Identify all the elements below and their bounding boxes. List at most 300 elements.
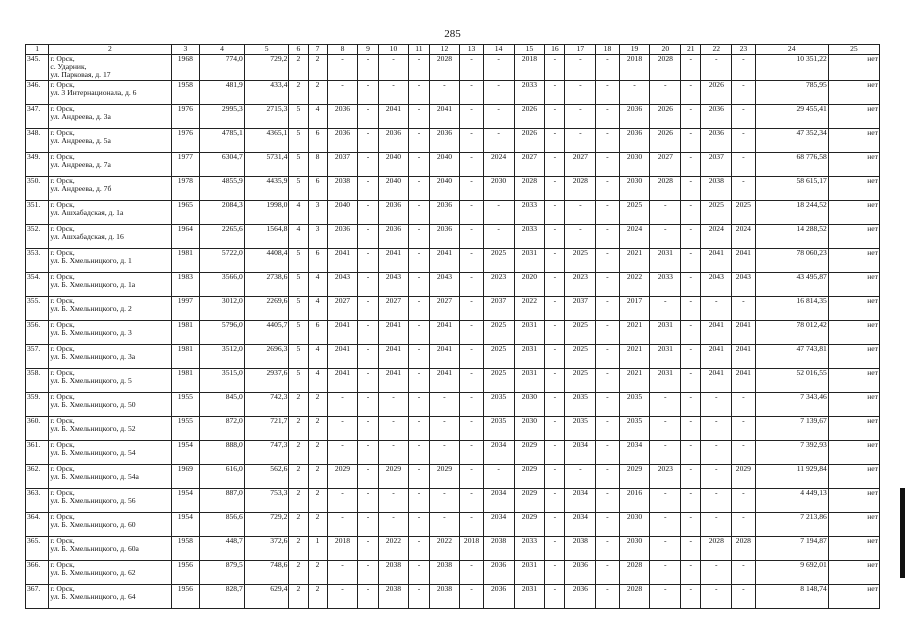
table-cell: 2 <box>308 440 327 464</box>
table-cell: 2041 <box>732 344 755 368</box>
table-cell: 2034 <box>565 488 596 512</box>
table-cell: 2030 <box>619 536 650 560</box>
table-cell: - <box>483 200 514 224</box>
table-cell: 2036 <box>327 128 358 152</box>
table-cell: 2025 <box>701 200 732 224</box>
table-cell: 2026 <box>650 128 681 152</box>
table-cell: - <box>565 224 596 248</box>
page-number: 285 <box>444 28 461 40</box>
table-cell: - <box>681 488 701 512</box>
table-cell: - <box>565 200 596 224</box>
table-cell: 2028 <box>650 176 681 200</box>
address-cell: г. Орск, с. Ударник, ул. Парковая, д. 17 <box>49 55 171 81</box>
address-cell: г. Орск, ул. Б. Хмельницкого, д. 5 <box>49 368 171 392</box>
table-row <box>26 536 880 560</box>
table-cell: - <box>545 536 565 560</box>
table-cell: - <box>701 440 732 464</box>
table-cell: 2031 <box>514 320 545 344</box>
table-cell: 2026 <box>514 128 545 152</box>
table-row <box>26 416 880 440</box>
table-cell: - <box>327 55 358 81</box>
table-cell: - <box>378 440 409 464</box>
table-cell: - <box>732 128 755 152</box>
area-cell: 872,0 <box>200 416 245 440</box>
table-cell: - <box>327 440 358 464</box>
table-cell: - <box>358 488 378 512</box>
area-cell: 828,7 <box>200 584 245 608</box>
table-cell: 2022 <box>619 272 650 296</box>
row-number-cell: 352. <box>26 224 49 248</box>
table-cell: - <box>483 128 514 152</box>
area-cell: 747,3 <box>244 440 289 464</box>
row-number-cell: 353. <box>26 248 49 272</box>
table-cell: 2025 <box>483 344 514 368</box>
cost-cell: 4 449,13 <box>755 488 828 512</box>
table-cell: 2029 <box>378 464 409 488</box>
table-cell: - <box>409 176 429 200</box>
table-cell: 4 <box>308 368 327 392</box>
table-cell: - <box>409 272 429 296</box>
table-cell: - <box>732 560 755 584</box>
table-cell: 2034 <box>483 512 514 536</box>
area-cell: 2715,3 <box>244 104 289 128</box>
table-cell: 2036 <box>327 224 358 248</box>
table-cell: 2038 <box>327 176 358 200</box>
status-cell: нет <box>828 392 879 416</box>
table-cell: 2041 <box>327 320 358 344</box>
column-header: 11 <box>409 45 429 55</box>
table-cell: 4 <box>308 296 327 320</box>
table-cell: 2034 <box>565 512 596 536</box>
area-cell: 2084,3 <box>200 200 245 224</box>
table-cell: 2036 <box>619 128 650 152</box>
table-cell: - <box>701 464 732 488</box>
row-number-cell: 356. <box>26 320 49 344</box>
table-cell: - <box>565 128 596 152</box>
status-cell: нет <box>828 55 879 81</box>
table-cell: - <box>681 80 701 104</box>
column-header: 16 <box>545 45 565 55</box>
table-cell: 2038 <box>429 584 460 608</box>
table-cell: 2041 <box>732 368 755 392</box>
table-cell: - <box>545 440 565 464</box>
table-cell: 2041 <box>327 248 358 272</box>
table-cell: - <box>409 560 429 584</box>
table-cell: 2041 <box>378 104 409 128</box>
table-cell: - <box>545 176 565 200</box>
cost-cell: 78 012,42 <box>755 320 828 344</box>
column-header: 1 <box>26 45 49 55</box>
table-cell: - <box>596 248 619 272</box>
cost-cell: 7 213,86 <box>755 512 828 536</box>
address-cell: г. Орск, ул. Б. Хмельницкого, д. 56 <box>49 488 171 512</box>
table-cell: - <box>596 344 619 368</box>
table-cell: - <box>681 344 701 368</box>
column-header: 22 <box>701 45 732 55</box>
table-cell: 2021 <box>619 344 650 368</box>
table-cell: - <box>650 200 681 224</box>
table-cell: - <box>596 488 619 512</box>
column-header: 6 <box>289 45 308 55</box>
table-cell: - <box>732 55 755 81</box>
table-cell: - <box>701 416 732 440</box>
table-cell: - <box>460 464 483 488</box>
table-row <box>26 272 880 296</box>
table-cell: 1965 <box>171 200 200 224</box>
table-cell: - <box>429 416 460 440</box>
table-row <box>26 440 880 464</box>
table-cell: 1 <box>308 536 327 560</box>
table-cell: 5 <box>289 248 308 272</box>
table-cell: 4 <box>289 200 308 224</box>
table-cell: 2031 <box>650 248 681 272</box>
table-cell: - <box>681 440 701 464</box>
table-cell: 2020 <box>514 272 545 296</box>
table-cell: 2023 <box>565 272 596 296</box>
status-cell: нет <box>828 560 879 584</box>
area-cell: 433,4 <box>244 80 289 104</box>
table-cell: - <box>596 320 619 344</box>
area-cell: 2738,6 <box>244 272 289 296</box>
status-cell: нет <box>828 296 879 320</box>
table-cell: - <box>358 536 378 560</box>
table-cell: 2 <box>308 392 327 416</box>
table-cell: 5 <box>289 296 308 320</box>
table-row <box>26 560 880 584</box>
table-cell: - <box>650 536 681 560</box>
status-cell: нет <box>828 272 879 296</box>
table-cell: 2037 <box>483 296 514 320</box>
table-cell: - <box>409 224 429 248</box>
table-cell: 2040 <box>429 176 460 200</box>
table-cell: 2026 <box>701 80 732 104</box>
table-cell: 4 <box>289 224 308 248</box>
table-cell: 2038 <box>378 560 409 584</box>
table-row <box>26 200 880 224</box>
table-cell: 2029 <box>327 464 358 488</box>
table-cell: 2041 <box>327 368 358 392</box>
column-header: 2 <box>49 45 171 55</box>
table-cell: - <box>358 584 378 608</box>
table-cell: - <box>358 296 378 320</box>
table-cell: 2036 <box>327 104 358 128</box>
status-cell: нет <box>828 464 879 488</box>
table-cell: 1981 <box>171 320 200 344</box>
area-cell: 448,7 <box>200 536 245 560</box>
table-cell: - <box>565 464 596 488</box>
table-cell: - <box>650 488 681 512</box>
table-cell: - <box>327 416 358 440</box>
table-cell: - <box>681 536 701 560</box>
table-cell: 2038 <box>429 560 460 584</box>
table-cell: 2025 <box>732 200 755 224</box>
row-number-cell: 362. <box>26 464 49 488</box>
table-cell: 2025 <box>483 248 514 272</box>
table-cell: - <box>460 55 483 81</box>
table-cell: 2021 <box>619 368 650 392</box>
table-cell: - <box>732 440 755 464</box>
table-cell: 2027 <box>327 296 358 320</box>
table-cell: - <box>358 224 378 248</box>
table-cell: 2024 <box>732 224 755 248</box>
table-cell: 2025 <box>565 344 596 368</box>
table-cell: 2 <box>308 584 327 608</box>
table-cell: 2018 <box>619 55 650 81</box>
table-cell: - <box>409 368 429 392</box>
table-cell: - <box>732 296 755 320</box>
table-cell: 2043 <box>732 272 755 296</box>
table-cell: 2025 <box>483 368 514 392</box>
table-cell: 2043 <box>429 272 460 296</box>
table-row <box>26 584 880 608</box>
area-cell: 856,6 <box>200 512 245 536</box>
table-cell: - <box>327 392 358 416</box>
table-cell: - <box>681 416 701 440</box>
table-cell: 2016 <box>619 488 650 512</box>
table-cell: 2 <box>289 560 308 584</box>
cost-cell: 16 814,35 <box>755 296 828 320</box>
table-cell: 1976 <box>171 104 200 128</box>
status-cell: нет <box>828 512 879 536</box>
table-cell: 2 <box>289 80 308 104</box>
table-cell: - <box>327 584 358 608</box>
table-cell: - <box>460 416 483 440</box>
table-cell: - <box>460 80 483 104</box>
table-cell: - <box>596 272 619 296</box>
table-cell: 1968 <box>171 55 200 81</box>
table-cell: - <box>409 584 429 608</box>
column-header: 10 <box>378 45 409 55</box>
area-cell: 4435,9 <box>244 176 289 200</box>
table-cell: 2036 <box>378 224 409 248</box>
table-cell: - <box>460 152 483 176</box>
status-cell: нет <box>828 488 879 512</box>
table-cell: 2038 <box>378 584 409 608</box>
table-cell: - <box>545 224 565 248</box>
table-cell: - <box>483 464 514 488</box>
table-cell: 5 <box>289 176 308 200</box>
table-cell: - <box>358 152 378 176</box>
table-cell: 2034 <box>483 440 514 464</box>
table-cell: - <box>358 176 378 200</box>
address-cell: г. Орск, ул. Б. Хмельницкого, д. 54 <box>49 440 171 464</box>
table-cell: 2036 <box>378 128 409 152</box>
status-cell: нет <box>828 176 879 200</box>
table-cell: 2031 <box>650 344 681 368</box>
address-cell: г. Орск, ул. Андреева, д. 5а <box>49 128 171 152</box>
table-cell: 2028 <box>701 536 732 560</box>
address-cell: г. Орск, ул. Ашхабадская, д. 16 <box>49 224 171 248</box>
row-number-cell: 349. <box>26 152 49 176</box>
table-cell: - <box>409 200 429 224</box>
table-cell: 1997 <box>171 296 200 320</box>
cost-cell: 43 495,87 <box>755 272 828 296</box>
table-cell: - <box>596 80 619 104</box>
table-cell: - <box>701 584 732 608</box>
area-cell: 5731,4 <box>244 152 289 176</box>
table-cell: 1954 <box>171 512 200 536</box>
table-cell: 2023 <box>483 272 514 296</box>
cost-cell: 47 352,34 <box>755 128 828 152</box>
table-cell: - <box>681 248 701 272</box>
table-cell: 1978 <box>171 176 200 200</box>
table-cell: - <box>701 488 732 512</box>
area-cell: 4408,4 <box>244 248 289 272</box>
table-row <box>26 296 880 320</box>
column-header: 7 <box>308 45 327 55</box>
table-cell: - <box>565 104 596 128</box>
table-cell: - <box>409 248 429 272</box>
table-cell: - <box>681 560 701 584</box>
area-cell: 774,0 <box>200 55 245 81</box>
table-cell: - <box>701 560 732 584</box>
table-cell: - <box>358 272 378 296</box>
table-cell: 5 <box>289 320 308 344</box>
table-cell: 2 <box>308 488 327 512</box>
status-cell: нет <box>828 104 879 128</box>
binder-edge-mark <box>900 488 905 578</box>
table-cell: - <box>358 512 378 536</box>
column-header: 12 <box>429 45 460 55</box>
table-cell: 2029 <box>732 464 755 488</box>
column-header: 17 <box>565 45 596 55</box>
table-cell: - <box>483 55 514 81</box>
column-header: 24 <box>755 45 828 55</box>
table-cell: - <box>358 416 378 440</box>
table-cell: 2035 <box>483 392 514 416</box>
table-cell: - <box>596 128 619 152</box>
table-cell: 2041 <box>378 248 409 272</box>
table-cell: - <box>701 512 732 536</box>
table-cell: - <box>565 80 596 104</box>
table-cell: 2038 <box>565 536 596 560</box>
table-cell: - <box>378 488 409 512</box>
table-cell: - <box>358 320 378 344</box>
table-cell: - <box>358 104 378 128</box>
table-cell: 2024 <box>483 152 514 176</box>
table-cell: 2029 <box>514 512 545 536</box>
table-cell: - <box>650 560 681 584</box>
table-cell: - <box>545 55 565 81</box>
table-cell: - <box>681 392 701 416</box>
column-header: 20 <box>650 45 681 55</box>
table-cell: 1976 <box>171 128 200 152</box>
address-cell: г. Орск, ул. Андреева, д. 7б <box>49 176 171 200</box>
table-row <box>26 224 880 248</box>
area-cell: 721,7 <box>244 416 289 440</box>
table-cell: - <box>732 512 755 536</box>
table-cell: 2023 <box>650 464 681 488</box>
status-cell: нет <box>828 368 879 392</box>
table-cell: - <box>429 392 460 416</box>
address-cell: г. Орск, ул. Б. Хмельницкого, д. 62 <box>49 560 171 584</box>
table-cell: 2031 <box>514 368 545 392</box>
table-cell: 2018 <box>514 55 545 81</box>
table-cell: 1981 <box>171 368 200 392</box>
area-cell: 372,6 <box>244 536 289 560</box>
table-cell: - <box>565 55 596 81</box>
table-cell: 2 <box>289 512 308 536</box>
cost-cell: 58 615,17 <box>755 176 828 200</box>
cost-cell: 14 288,52 <box>755 224 828 248</box>
table-cell: 2035 <box>619 416 650 440</box>
table-cell: - <box>681 512 701 536</box>
table-cell: 2025 <box>483 320 514 344</box>
table-cell: - <box>460 560 483 584</box>
table-cell: - <box>483 224 514 248</box>
table-row <box>26 464 880 488</box>
area-cell: 753,3 <box>244 488 289 512</box>
table-cell: 2038 <box>483 536 514 560</box>
table-cell: 2031 <box>514 560 545 584</box>
table-cell: - <box>596 224 619 248</box>
table-cell: - <box>545 464 565 488</box>
table-cell: - <box>378 392 409 416</box>
table-cell: 2036 <box>483 584 514 608</box>
table-cell: 2028 <box>650 55 681 81</box>
table-row <box>26 176 880 200</box>
table-cell: - <box>409 536 429 560</box>
table-cell: - <box>701 392 732 416</box>
status-cell: нет <box>828 416 879 440</box>
row-number-cell: 351. <box>26 200 49 224</box>
table-cell: 2036 <box>701 104 732 128</box>
table-cell: 2040 <box>378 176 409 200</box>
area-cell: 4365,1 <box>244 128 289 152</box>
table-cell: - <box>681 152 701 176</box>
table-cell: 2033 <box>514 200 545 224</box>
table-cell: - <box>460 104 483 128</box>
table-cell: - <box>378 416 409 440</box>
table-cell: - <box>545 296 565 320</box>
table-cell: 2025 <box>565 320 596 344</box>
table-cell: - <box>681 464 701 488</box>
row-number-cell: 363. <box>26 488 49 512</box>
table-cell: 2036 <box>619 104 650 128</box>
table-cell: - <box>701 55 732 81</box>
table-cell: - <box>596 512 619 536</box>
table-cell: - <box>732 104 755 128</box>
table-cell: 2030 <box>619 152 650 176</box>
table-cell: 2022 <box>429 536 460 560</box>
column-header: 21 <box>681 45 701 55</box>
table-cell: 2030 <box>514 416 545 440</box>
table-cell: - <box>460 344 483 368</box>
table-cell: 2035 <box>619 392 650 416</box>
table-cell: 2028 <box>514 176 545 200</box>
table-cell: 1955 <box>171 416 200 440</box>
area-cell: 845,0 <box>200 392 245 416</box>
table-cell: - <box>378 80 409 104</box>
table-cell: - <box>596 200 619 224</box>
table-cell: - <box>409 440 429 464</box>
table-cell: 1955 <box>171 392 200 416</box>
table-cell: 2036 <box>429 200 460 224</box>
table-cell: 2041 <box>429 104 460 128</box>
table-cell: 1956 <box>171 584 200 608</box>
table-cell: 2036 <box>565 584 596 608</box>
area-cell: 1998,0 <box>244 200 289 224</box>
area-cell: 879,5 <box>200 560 245 584</box>
table-cell: - <box>650 224 681 248</box>
row-number-cell: 367. <box>26 584 49 608</box>
table-cell: 6 <box>308 176 327 200</box>
table-cell: 2021 <box>619 248 650 272</box>
table-cell: - <box>596 440 619 464</box>
table-cell: 2041 <box>701 320 732 344</box>
table-cell: - <box>460 176 483 200</box>
table-cell: 2027 <box>378 296 409 320</box>
